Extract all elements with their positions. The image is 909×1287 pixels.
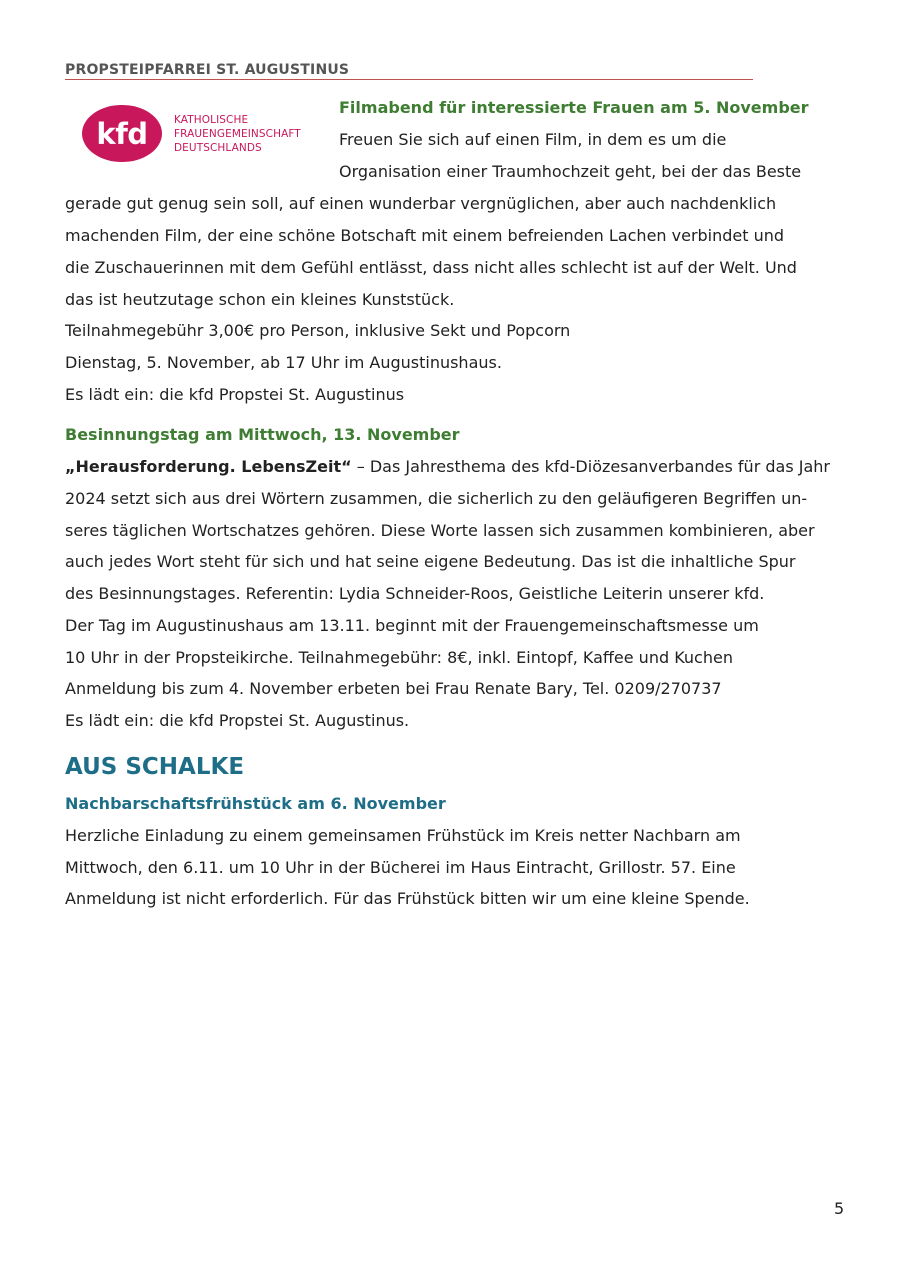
paragraph-line: auch jedes Wort steht für sich und hat seine eigene Bedeutung. Das ist die inhaltliche Spur <box>65 552 796 571</box>
paragraph-line: machenden Film, der eine schöne Botschaft mit einem befreienden Lachen verbindet und <box>65 226 785 245</box>
film-heading: Filmabend für interessierte Frauen am 5. November <box>339 98 809 117</box>
paragraph-line: 2024 setzt sich aus drei Wörtern zusammen, die sicherlich zu den geläufigeren Begriffen un- <box>65 489 808 508</box>
besinnung-heading: Besinnungstag am Mittwoch, 13. November <box>65 425 460 444</box>
paragraph-line: gerade gut genug sein soll, auf einen wunderbar vergnüglichen, aber auch nachdenklich <box>65 194 777 213</box>
paragraph-line: das ist heutzutage schon ein kleines Kunststück. <box>65 290 455 309</box>
paragraph-line: Mittwoch, den 6.11. um 10 Uhr in der Bücherei im Haus Eintracht, Grillostr. 57. Eine <box>65 858 736 877</box>
paragraph-line: Teilnahmegebühr 3,00€ pro Person, inklusive Sekt und Popcorn <box>65 321 571 340</box>
kfd-logo <box>82 105 322 165</box>
schalke-heading: Nachbarschaftsfrühstück am 6. November <box>65 794 446 813</box>
paragraph-line: Es lädt ein: die kfd Propstei St. Augustinus <box>65 385 405 404</box>
logo-line: KATHOLISCHE <box>174 114 249 126</box>
page-number: 5 <box>834 1199 845 1218</box>
paragraph-line-rest: – Das Jahresthema des kfd-Diözesanverbandes für das Jahr <box>351 457 830 476</box>
paragraph-line: Es lädt ein: die kfd Propstei St. Augustinus. <box>65 711 410 730</box>
paragraph-line: Freuen Sie sich auf einen Film, in dem es um die <box>339 130 727 149</box>
paragraph-line: Anmeldung bis zum 4. November erbeten bei Frau Renate Bary, Tel. 0209/270737 <box>65 679 722 698</box>
logo-line: DEUTSCHLANDS <box>174 142 262 154</box>
theme-quote: „Herausforderung. LebensZeit“ <box>65 457 352 476</box>
paragraph-line: Der Tag im Augustinushaus am 13.11. beginnt mit der Frauengemeinschaftsmesse um <box>65 616 759 635</box>
running-header: PROPSTEIPFARREI ST. AUGUSTINUS <box>65 62 753 80</box>
paragraph-line: Dienstag, 5. November, ab 17 Uhr im Augustinushaus. <box>65 353 502 372</box>
paragraph-line: Anmeldung ist nicht erforderlich. Für das Frühstück bitten wir um eine kleine Spende. <box>65 889 750 908</box>
paragraph-line: Organisation einer Traumhochzeit geht, bei der das Beste <box>339 162 802 181</box>
paragraph-line <box>65 457 830 477</box>
kfd-logo-text <box>174 113 301 155</box>
paragraph-line: 10 Uhr in der Propsteikirche. Teilnahmegebühr: 8€, inkl. Eintopf, Kaffee und Kuchen <box>65 648 733 667</box>
paragraph-line: seres täglichen Wortschatzes gehören. Diese Worte lassen sich zusammen kombinieren, aber <box>65 521 815 540</box>
kfd-logo-mark: kfd <box>82 105 162 162</box>
paragraph-line: die Zuschauerinnen mit dem Gefühl entlässt, dass nicht alles schlecht ist auf der Welt. Und <box>65 258 797 277</box>
logo-line: FRAUENGEMEINSCHAFT <box>174 128 301 140</box>
section-title: AUS SCHALKE <box>65 754 245 780</box>
paragraph-line: Herzliche Einladung zu einem gemeinsamen Frühstück im Kreis netter Nachbarn am <box>65 826 741 845</box>
paragraph-line: des Besinnungstages. Referentin: Lydia Schneider-Roos, Geistliche Leiterin unserer kfd. <box>65 584 765 603</box>
